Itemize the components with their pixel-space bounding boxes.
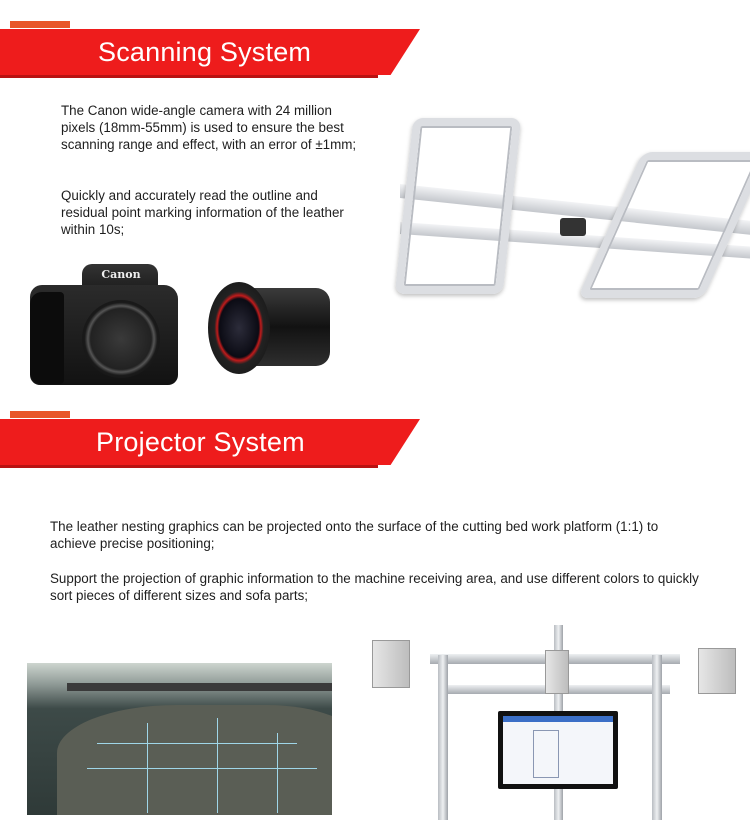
lens-front: [208, 282, 270, 374]
projector-paragraph-1: The leather nesting graphics can be projected onto the surface of the cutting bed work platform (1:1) to achieve precise positioning;: [50, 519, 659, 551]
banner-shadow: [0, 465, 378, 468]
projection-line: [217, 718, 218, 813]
camera-brand-logo: Canon: [101, 268, 141, 281]
camera-grip: [30, 292, 64, 384]
projector-title: Projector System: [96, 427, 305, 457]
scanning-title: Scanning System: [98, 37, 312, 67]
projector-paragraph-2: Support the projection of graphic information to the machine receiving area, and use different colors to quickly sort pieces of different sizes and sofa parts;: [50, 571, 699, 603]
screen-drawing: [533, 730, 559, 778]
projection-line: [87, 768, 317, 769]
projector-left: [372, 640, 410, 688]
scanning-paragraph-1: The Canon wide-angle camera with 24 million pixels (18mm-55mm) is used to ensure the best scanning range and effect, with an error of ±1mm;: [61, 103, 357, 152]
frame-post-left: [438, 655, 448, 820]
projection-line: [97, 743, 297, 744]
projection-line: [277, 733, 278, 813]
leather-hide: [57, 705, 332, 815]
projector-center: [545, 650, 569, 694]
banner-tab: [10, 21, 70, 28]
scanner-camera-unit: [560, 218, 586, 236]
scanner-frame-left: [395, 118, 521, 294]
cutting-bed-photo: [27, 663, 332, 815]
bed-beam: [67, 683, 332, 691]
scanner-frame-right: [577, 152, 750, 298]
screen-titlebar: [503, 716, 613, 722]
frame-post-right: [652, 655, 662, 820]
projection-line: [147, 723, 148, 813]
banner-tab: [10, 411, 70, 418]
scanning-paragraph-2: Quickly and accurately read the outline and residual point marking information of the leather within 10s;: [61, 188, 344, 237]
camera-mount: [82, 300, 160, 378]
monitor-screen: [503, 716, 613, 784]
banner-shadow: [0, 75, 378, 78]
projector-right: [698, 648, 736, 694]
